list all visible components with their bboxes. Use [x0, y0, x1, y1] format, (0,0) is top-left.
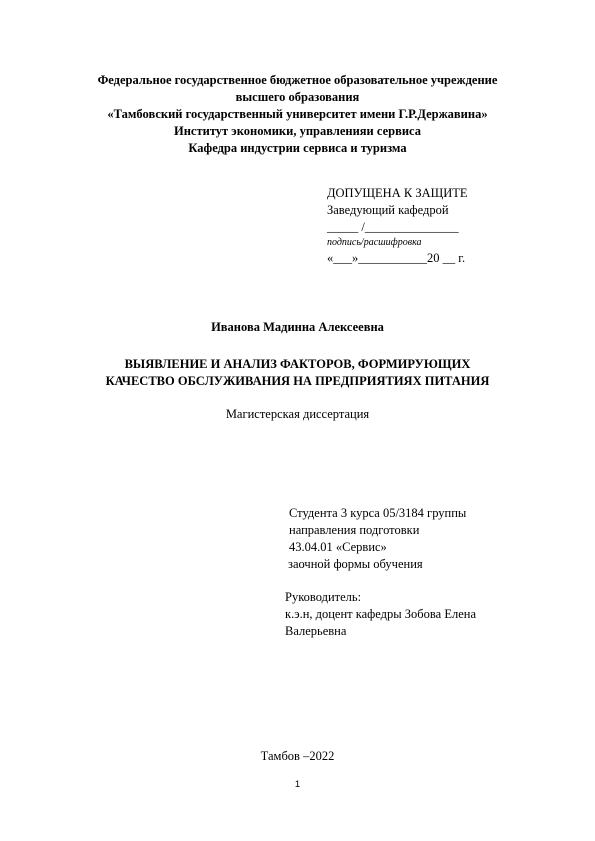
approval-block: [327, 185, 468, 267]
signature-line: _____ /_______________: [327, 220, 459, 234]
header-line-education: высшего образования: [235, 90, 360, 104]
header-line-institution: Федеральное государственное бюджетное образовательное учреждение: [97, 73, 498, 87]
header-line-department: Кафедра индустрии сервиса и туризма: [188, 141, 407, 155]
approval-date-line: «___»___________20 __ г.: [327, 251, 466, 265]
advisor-label: Руководитель:: [285, 590, 362, 604]
signature-caption: подпись/расшифровка: [327, 237, 422, 248]
work-type: Магистерская диссертация: [225, 407, 370, 421]
advisor-block: [285, 589, 476, 640]
page-number: 1: [294, 779, 301, 790]
student-line-1: Студента 3 курса 05/3184 группы: [289, 506, 467, 520]
thesis-title-line-2: КАЧЕСТВО ОБСЛУЖИВАНИЯ НА ПРЕДПРИЯТИЯХ ПИТАНИЯ: [105, 374, 490, 388]
approval-admitted: ДОПУЩЕНА К ЗАЩИТЕ: [327, 186, 468, 200]
student-block: [289, 505, 466, 573]
advisor-line-2: Валерьевна: [285, 624, 347, 638]
city-year: Тамбов –2022: [260, 749, 335, 763]
advisor-line-1: к.э.н, доцент кафедры Зобова Елена: [285, 607, 476, 621]
student-line-3: 43.04.01 «Сервис»: [289, 540, 387, 554]
approval-head: Заведующий кафедрой: [327, 203, 449, 217]
header-line-university: «Тамбовский государственный университет имени Г.Р.Державина»: [107, 107, 488, 121]
student-line-4: заочной формы обучения: [288, 557, 423, 571]
header-line-institute: Институт экономики, управленияи сервиса: [174, 124, 421, 138]
student-line-2: направления подготовки: [289, 523, 420, 537]
author-name: Иванова Мадинна Алексеевна: [211, 320, 384, 334]
thesis-title-line-1: ВЫЯВЛЕНИЕ И АНАЛИЗ ФАКТОРОВ, ФОРМИРУЮЩИХ: [124, 357, 471, 371]
